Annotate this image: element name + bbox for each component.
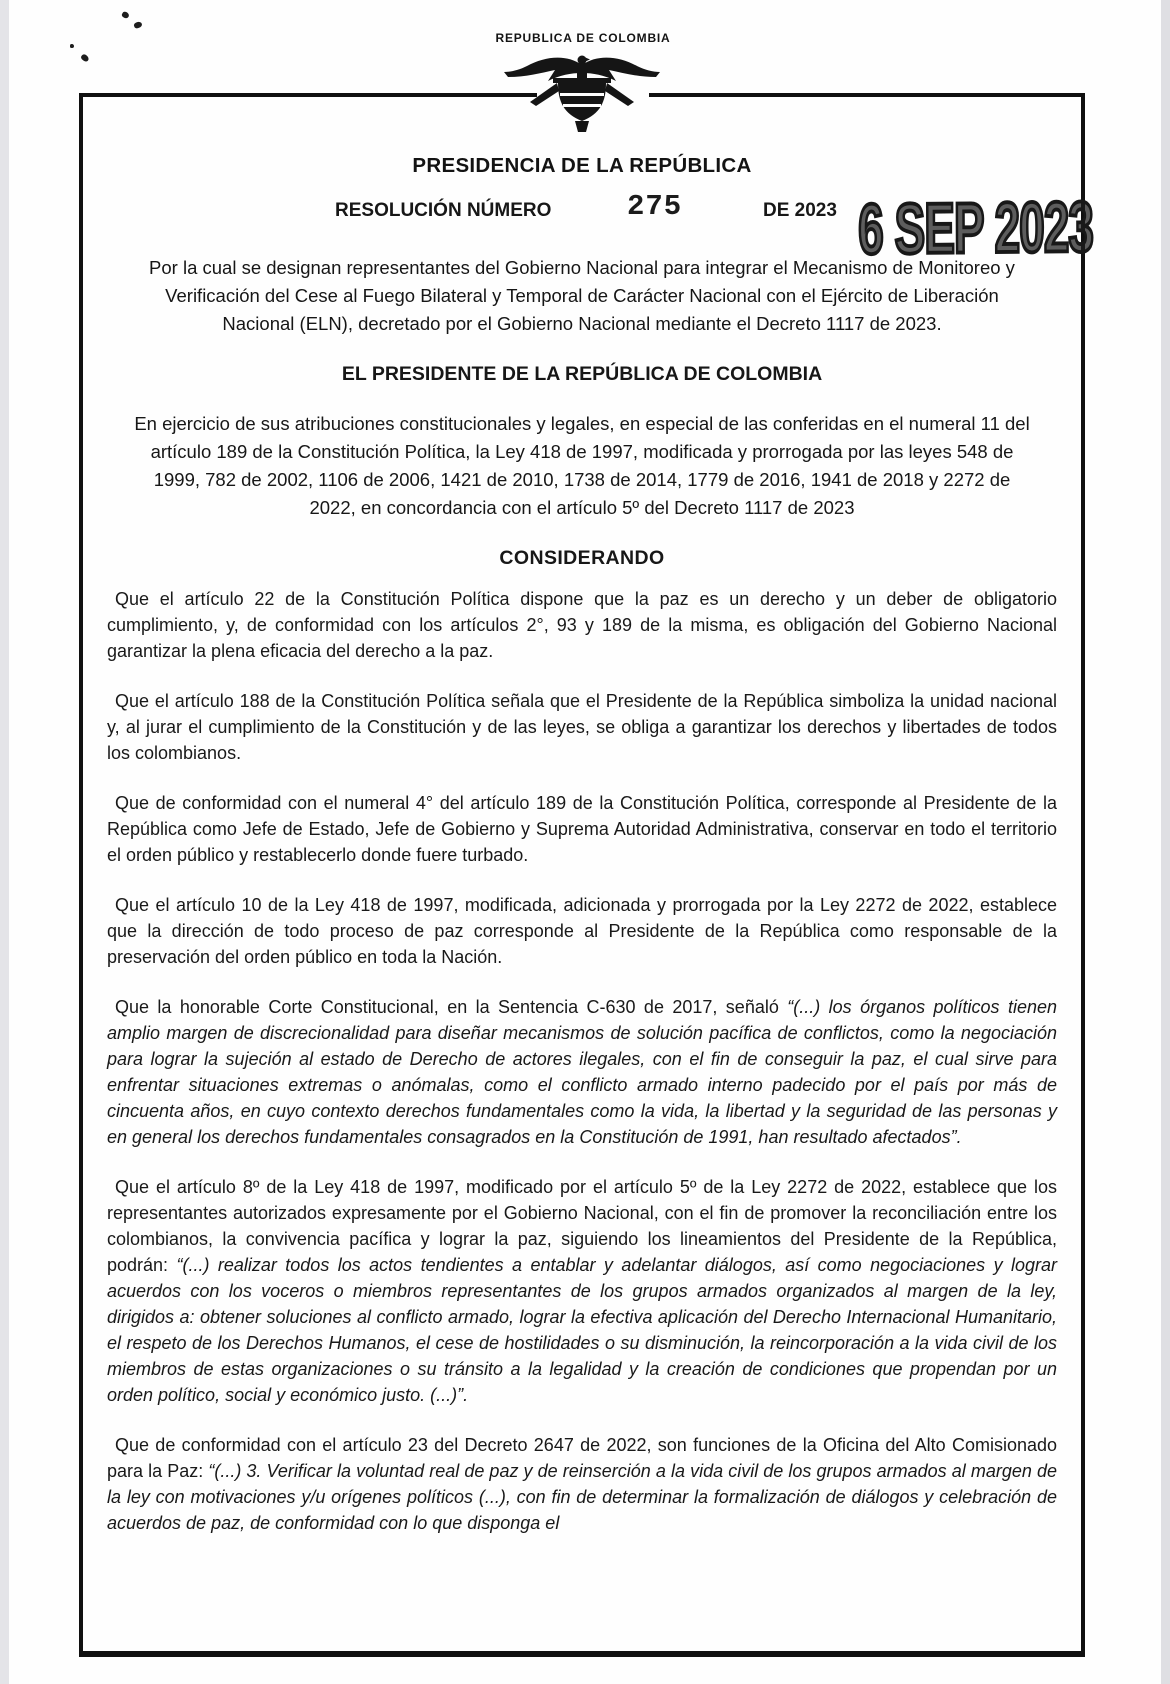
ink-speck (80, 53, 90, 63)
body-text: Que el artículo 10 de la Ley 418 de 1997, modificada, adicionada y prorrogada por la Ley 2272 de 2022, establece que la dirección de todo proceso de paz corresponde al Presidente de la República como responsable de la preservación del orden público en toda la Nación. (107, 895, 1057, 967)
ink-speck (133, 21, 142, 29)
considerando-paragraph (107, 688, 1057, 766)
body-text: Que de conformidad con el numeral 4° del artículo 189 de la Constitución Política, corresponde al Presidente de la República como Jefe de Estado, Jefe de Gobierno y Suprema Autoridad Administrativa, conservar en todo el territorio el orden público y restablecerlo donde fuere turbado. (107, 793, 1057, 865)
date-stamp: 6 SEP 2023 (858, 186, 1094, 270)
scan-edge-left (0, 0, 9, 1684)
body-text: Que la honorable Corte Constitucional, en la Sentencia C-630 de 2017, señaló (115, 997, 788, 1017)
country-label: REPUBLICA DE COLOMBIA (495, 31, 671, 45)
resolution-year: DE 2023 (763, 200, 837, 221)
body-text: Que el artículo 188 de la Constitución Política señala que el Presidente de la República simboliza la unidad nacional y, al jurar el cumplimiento de la Constitución y de las leyes, se obliga a garantizar los derechos y libertades de todos los colombianos. (107, 691, 1057, 763)
body-text: Que el artículo 22 de la Constitución Política dispone que la paz es un derecho y un deber de obligatorio cumplimiento, y, de conformidad con los artículos 2°, 93 y 189 de la misma, es obligación del Gobierno Nacional garantizar la plena eficacia del derecho a la paz. (107, 589, 1057, 661)
colombia-coat-of-arms-icon (497, 50, 667, 140)
ink-speck (121, 11, 130, 20)
issuer-heading: EL PRESIDENTE DE LA REPÚBLICA DE COLOMBIA (341, 363, 823, 385)
page-title: PRESIDENCIA DE LA REPÚBLICA (412, 154, 752, 177)
considerando-paragraph (107, 892, 1057, 970)
resolution-number-value: 275 (627, 190, 683, 223)
considerando-paragraph (107, 994, 1057, 1150)
quoted-italic-text: “(...) los órganos políticos tienen amplio margen de discrecionalidad para diseñar mecanismos de solución pacífica de conflictos, como la negociación para lograr la sujeción al estado de Derecho de actores ilegales, con el fin de conseguir la paz, el cual sirve para enfrentar situaciones extremas o anómalas, como el conflicto armado interno padecido por el país por más de cincuenta años, en cuyo contexto derechos fundamentales como la vida, la libertad y la seguridad de las personas y en general los derechos fundamentales consagrados en la Constitución de 1991, han resultado afectados”. (107, 997, 1058, 1147)
body-text: Que de conformidad con el artículo 23 del Decreto 2647 de 2022, son funciones de la Oficina del Alto Comisionado para la Paz: (107, 1435, 1057, 1481)
considerando-paragraph (107, 790, 1057, 868)
considerando-paragraph (107, 586, 1057, 664)
resolution-number-label: RESOLUCIÓN NÚMERO (335, 200, 552, 221)
considerando-heading: CONSIDERANDO (499, 547, 665, 569)
considerando-paragraph (107, 1432, 1057, 1536)
powers-paragraph: En ejercicio de sus atribuciones constitucionales y legales, en especial de las conferidas en el numeral 11 del artículo 189 de la Constitución Política, la Ley 418 de 1997, modificada y prorrogada por las leyes 548 de 1999, 782 de 2002, 1106 de 2006, 1421 de 2010, 1738 de 2014, 1779 de 2016, 1941 de 2018 y 2272 de 2022, en concordancia con el artículo 5º del Decreto 1117 de 2023 (134, 413, 1030, 518)
quoted-italic-text: “(...) realizar todos los actos tendientes a entablar y adelantar diálogos, así como negociaciones y lograr acuerdos con los voceros o miembros representantes de los grupos armados organizados al margen de la ley, dirigidos a: obtener soluciones al conflicto armado, lograr la efectiva aplicación del Derecho Internacional Humanitario, el respeto de los Derechos Humanos, el cese de hostilidades o su disminución, la reincorporación a la vida civil de los miembros de estas organizaciones o su tránsito a la legalidad y la creación de condiciones que propendan por un orden político, social y económico justo. (...)”. (107, 1255, 1057, 1405)
subject-paragraph: Por la cual se designan representantes del Gobierno Nacional para integrar el Mecanismo de Monitoreo y Verificación del Cese al Fuego Bilateral y Temporal de Carácter Nacional con el Ejército de Liberación Nacional (ELN), decretado por el Gobierno Nacional mediante el Decreto 1117 de 2023. (149, 257, 1015, 334)
body-text: Que el artículo 8º de la Ley 418 de 1997, modificado por el artículo 5º de la Ley 2272 de 2022, establece que los representantes autorizados expresamente por el Gobierno Nacional, con el fin de promover la reconciliación entre los colombianos, la convivencia pacífica y lograr la paz, siguiendo los lineamientos del Presidente de la República, podrán: (107, 1177, 1057, 1275)
considerando-paragraph (107, 1174, 1057, 1408)
scan-edge-right (1161, 0, 1170, 1684)
quoted-italic-text: “(...) 3. Verificar la voluntad real de paz y de reinserción a la vida civil de los grupos armados al margen de la ley con motivaciones y/u orígenes políticos (...), con fin de determinar la formalización de diálogos y celebración de acuerdos de paz, de conformidad con lo que disponga el (107, 1461, 1058, 1533)
document-border-frame (79, 93, 1085, 1657)
considerando-paragraphs (107, 586, 1057, 1536)
